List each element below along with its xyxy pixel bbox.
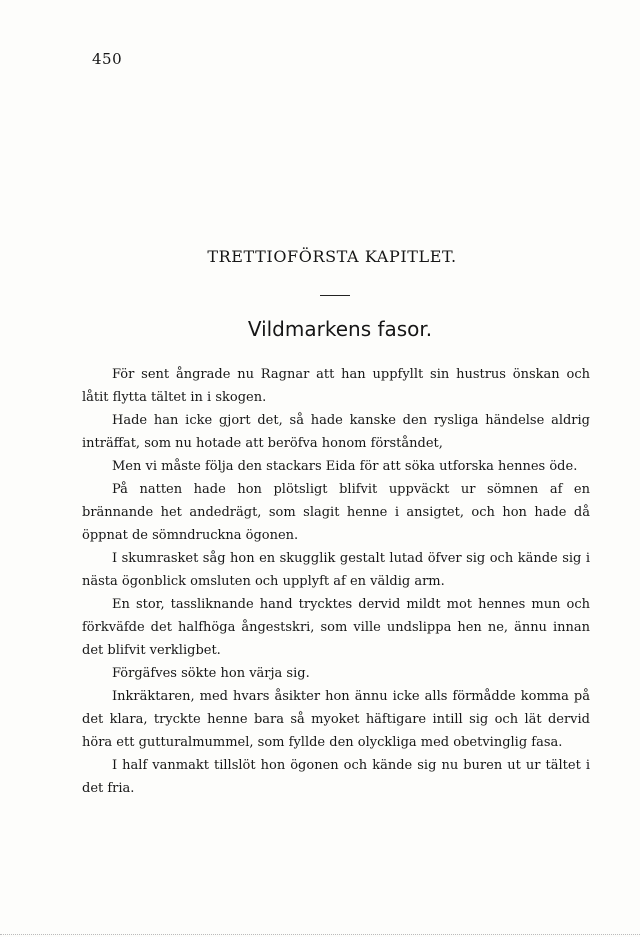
page-edge-divider <box>0 934 640 935</box>
body-text <box>82 363 590 800</box>
paragraph: Hade han icke gjort det, så hade kanske den rysliga händelse aldrig inträffat, som nu hotade att beröfva honom förståndet, <box>82 413 590 451</box>
paragraph: Inkräktaren, med hvars åsikter hon ännu icke alls förmådde komma på det klara, tryckte henne bara så myoket häftigare intill sig och lät dervid höra ett gutturalmummel, som fyllde den olyckliga med obetvinglig fasa. <box>82 689 590 750</box>
paragraph: Men vi måste följa den stackars Eida för att söka utforska hennes öde. <box>112 459 578 474</box>
chapter-title: TRETTIOFÖRSTA KAPITLET. <box>207 247 457 266</box>
paragraph: För sent ångrade nu Ragnar att han uppfyllt sin hustrus önskan och låtit flytta tältet in i skogen. <box>82 367 590 405</box>
paragraph: En stor, tassliknande hand trycktes dervid mildt mot hennes mun och förkväfde det halfhöga ångestskri, som ville undslippa hen ne, ännu innan det blifvit verkligbet. <box>82 597 590 658</box>
section-title: Vildmarkens fasor. <box>247 317 433 341</box>
paragraph: På natten hade hon plötsligt blifvit uppväckt ur sömnen af en brännande het andedrägt, som slagit henne i ansigtet, och hon hade då öppnat de sömndruckna ögonen. <box>82 482 590 543</box>
page-number: 450 <box>92 50 123 68</box>
paragraph: I half vanmakt tillslöt hon ögonen och kände sig nu buren ut ur tältet i det fria. <box>82 758 590 796</box>
title-divider <box>320 295 350 296</box>
paragraph: Förgäfves sökte hon värja sig. <box>112 666 310 681</box>
paragraph: I skumrasket såg hon en skugglik gestalt lutad öfver sig och kände sig i nästa ögonblick omsluten och upplyft af en väldig arm. <box>82 551 590 589</box>
